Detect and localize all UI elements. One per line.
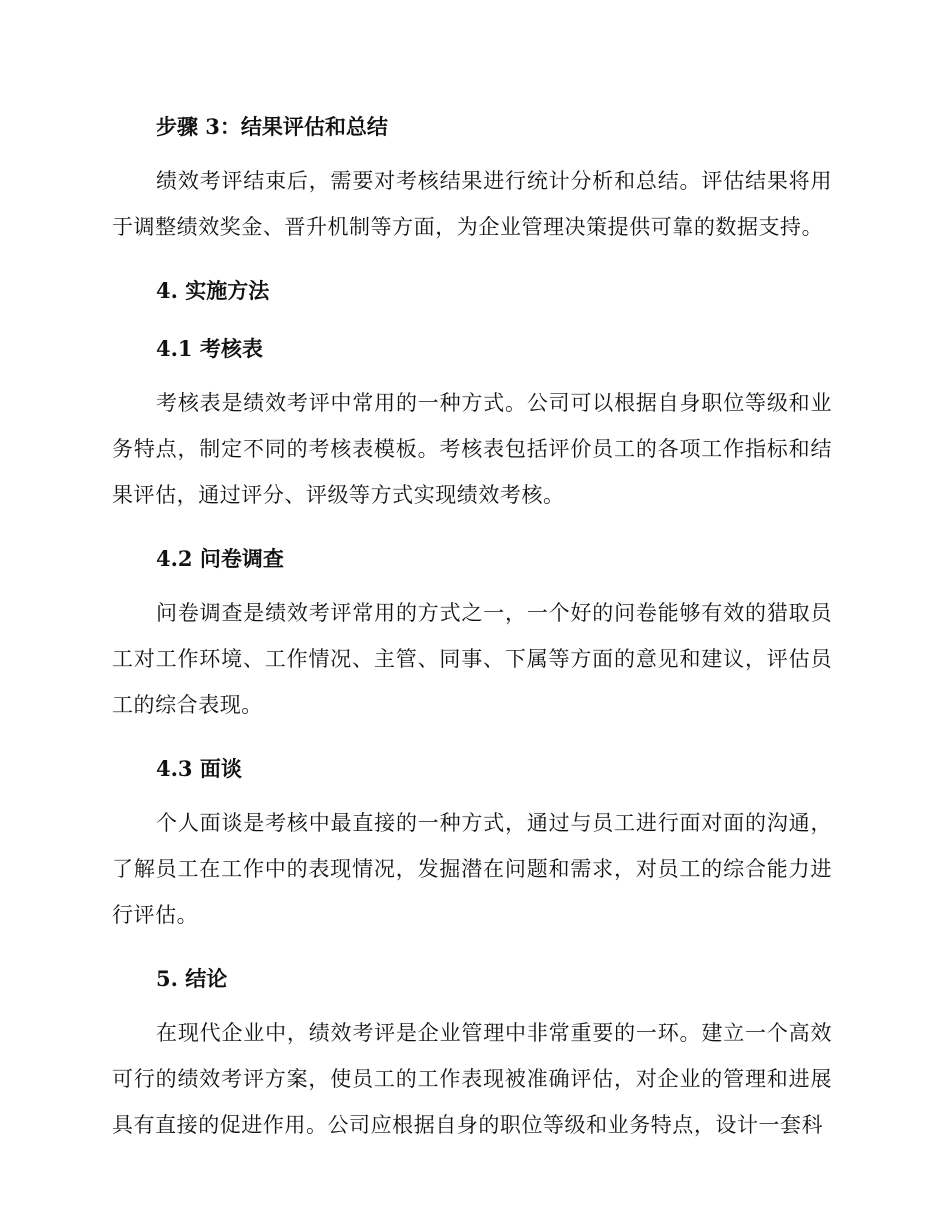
section-paragraph-step3: 绩效考评结束后，需要对考核结果进行统计分析和总结。评估结果将用于调整绩效奖金、晋升机制等方面，为企业管理决策提供可靠的数据支持。	[112, 169, 832, 239]
section-heading-interview: 4.3 面谈	[156, 756, 242, 781]
section-paragraph-questionnaire: 问卷调查是绩效考评常用的方式之一，一个好的问卷能够有效的猎取员工对工作环境、工作情况、主管、同事、下属等方面的意见和建议，评估员工的综合表现。	[112, 601, 832, 717]
section-heading-implementation: 4. 实施方法	[156, 278, 270, 303]
section-paragraph-conclusion: 在现代企业中，绩效考评是企业管理中非常重要的一环。建立一个高效可行的绩效考评方案，使员工的工作表现被准确评估，对企业的管理和进展具有直接的促进作用。公司应根据自身的职位等级和业务特点，设计一套科	[112, 1021, 832, 1137]
document-page	[112, 110, 832, 1148]
section-paragraph-interview: 个人面谈是考核中最直接的一种方式，通过与员工进行面对面的沟通，了解员工在工作中的表现情况，发掘潜在问题和需求，对员工的综合能力进行评估。	[112, 811, 832, 927]
section-heading-questionnaire: 4.2 问卷调查	[156, 546, 284, 571]
section-paragraph-assessment-form: 考核表是绩效考评中常用的一种方式。公司可以根据自身职位等级和业务特点，制定不同的考核表模板。考核表包括评价员工的各项工作指标和结果评估，通过评分、评级等方式实现绩效考核。	[112, 391, 832, 507]
section-heading-assessment-form: 4.1 考核表	[156, 336, 263, 361]
section-heading-conclusion: 5. 结论	[156, 966, 228, 991]
section-heading-step3: 步骤 3：结果评估和总结	[156, 114, 388, 139]
